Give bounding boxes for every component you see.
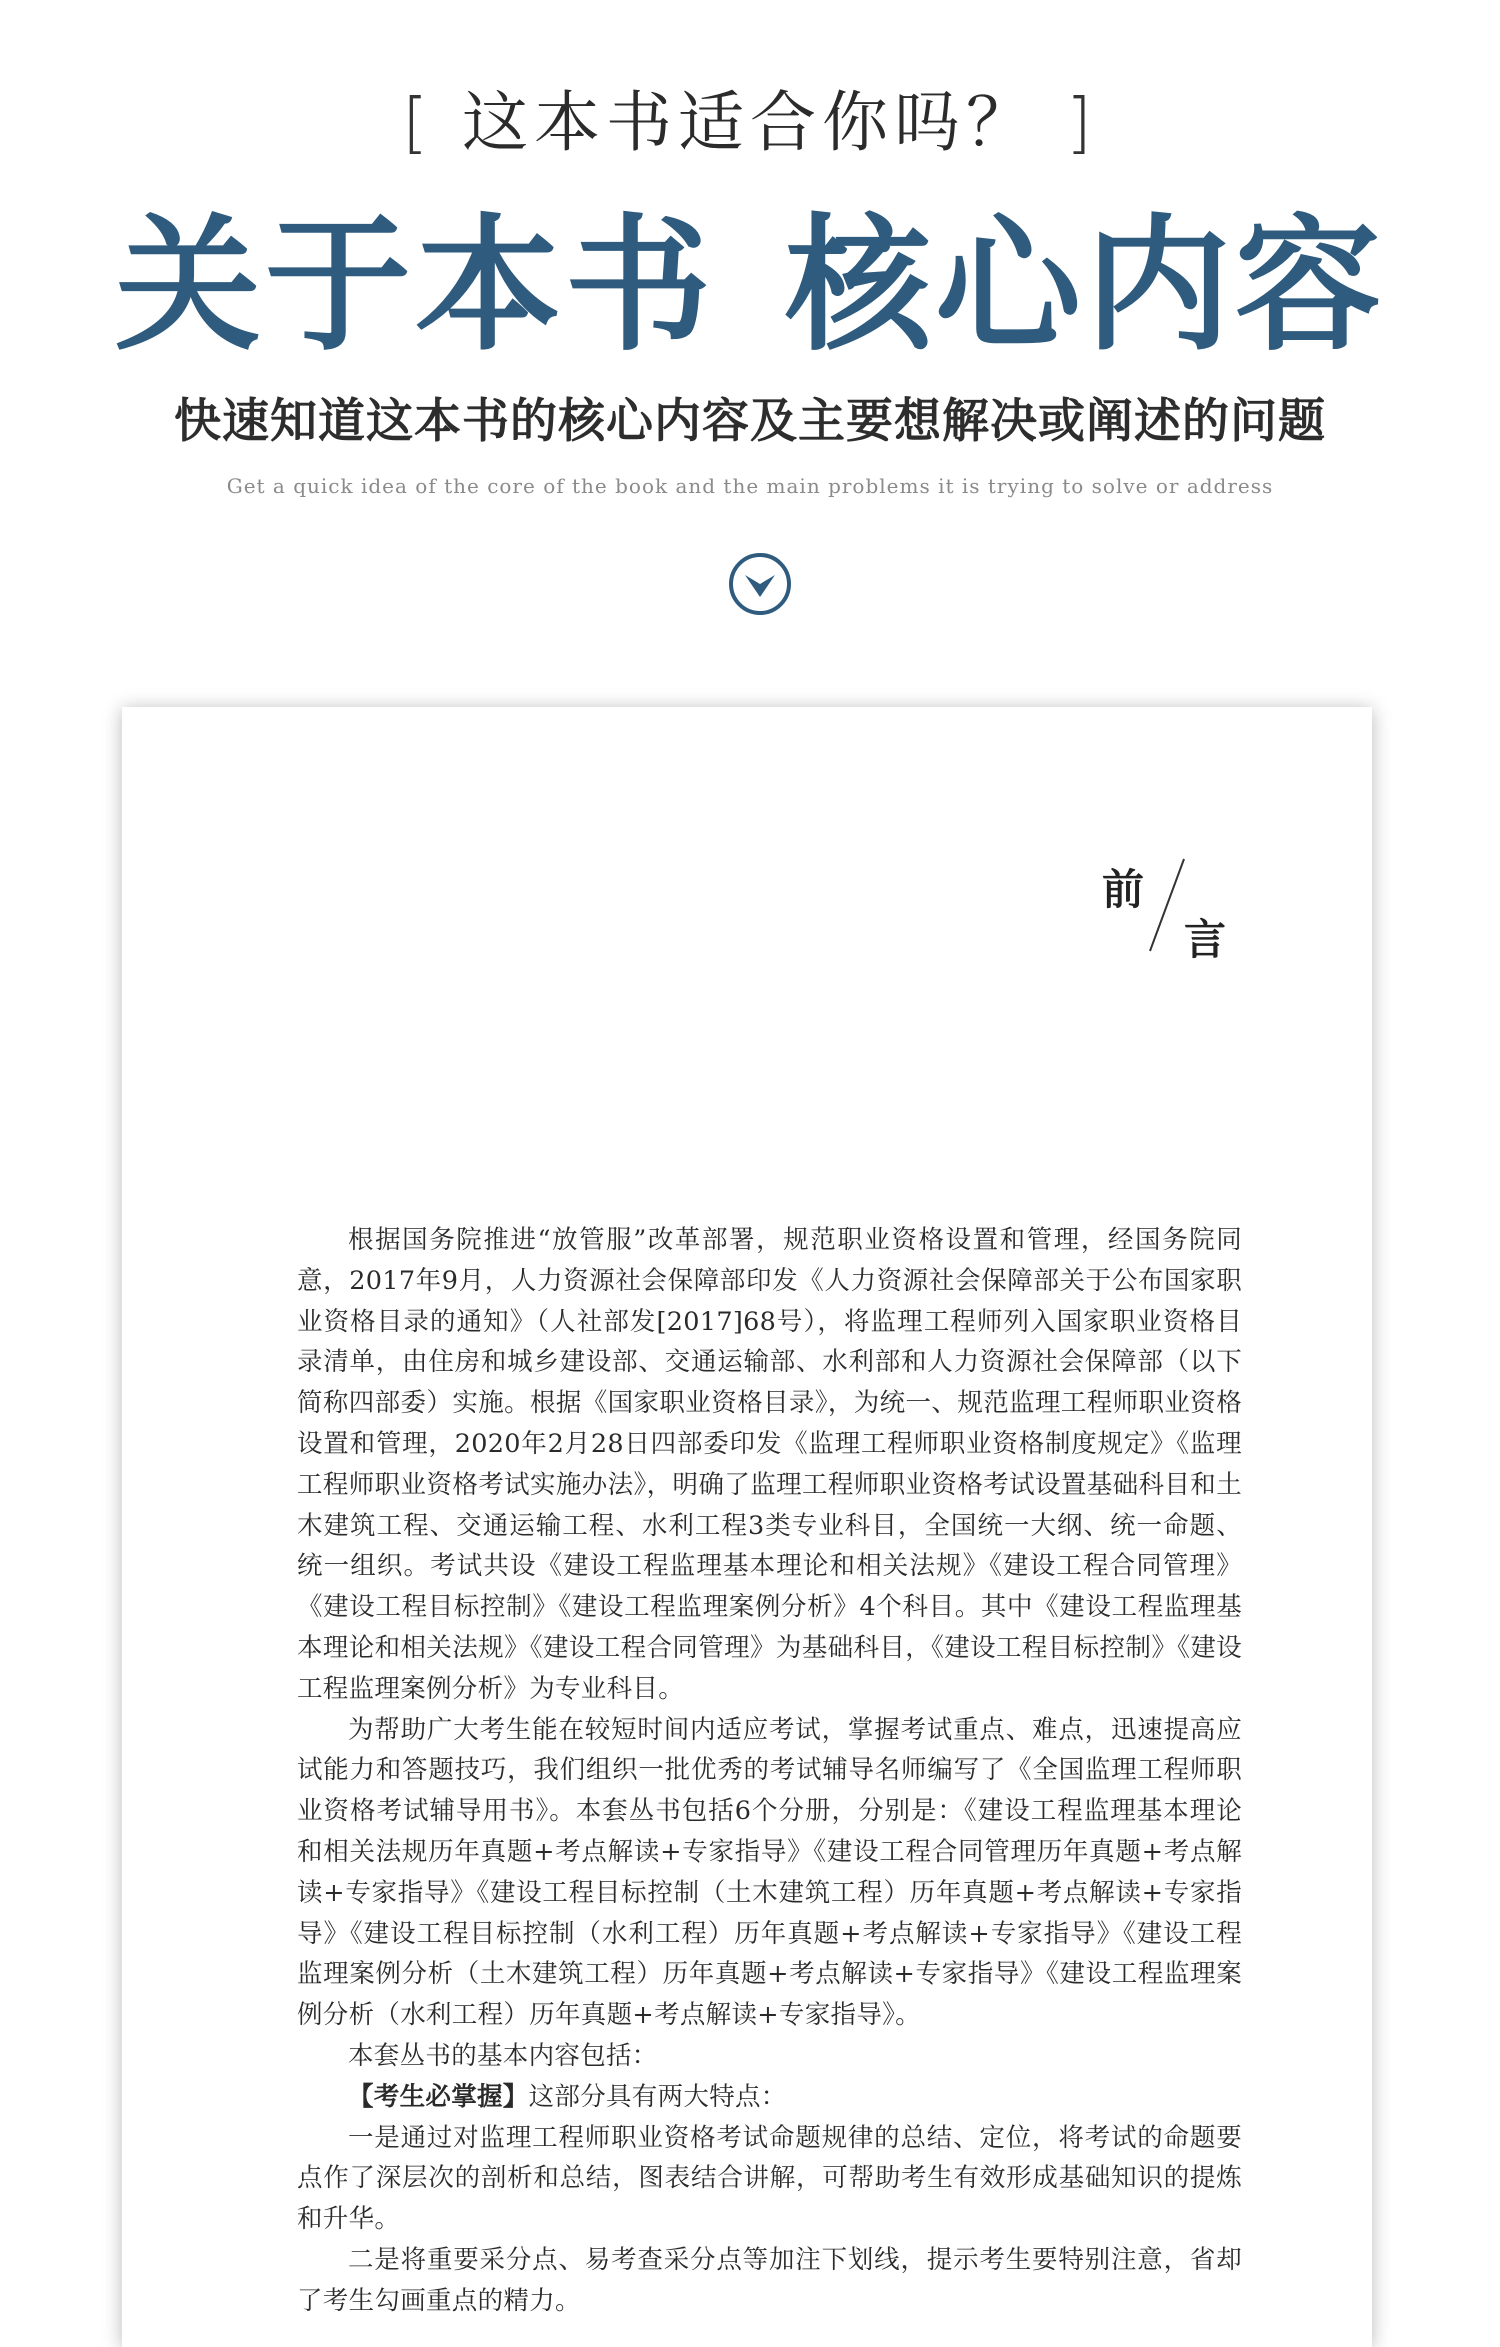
paragraph-point-1: 一是通过对监理工程师职业资格考试命题规律的总结、定位，将考试的命题要点作了深层次的剖析和总结，图表结合讲解，可帮助考生有效形成基础知识的提炼和升华。 — [297, 2122, 1242, 2235]
question-heading — [0, 78, 1500, 168]
paragraph-point-2: 二是将重要采分点、易考查采分点等加注下划线，提示考生要特别注意，省却了考生勾画重点的精力。 — [297, 2244, 1242, 2316]
tag-label: 【考生必掌握】 — [348, 2081, 529, 2112]
paragraph-2: 为帮助广大考生能在较短时间内适应考试，掌握考试重点、难点，迅速提高应试能力和答题技巧，我们组织一批优秀的考试辅导名师编写了《全国监理工程师职业资格考试辅导用书》。本套丛书包括6个分册，分别是：《建设工程监理基本理论和相关法规历年真题+考点解读+专家指导》《建设工程合同管理历年真题+考点解读+专家指导》《建设工程目标控制（土木建筑工程）历年真题+考点解读+专家指导》《建设工程目标控制（水利工程）历年真题+考点解读+专家指导》《建设工程监理案例分析（土木建筑工程）历年真题+考点解读+专家指导》《建设工程监理案例分析（水利工程）历年真题+考点解读+专家指导》。 — [297, 1714, 1242, 2031]
bracket-left: [ — [402, 84, 434, 161]
tag-text: 这部分具有两大特点： — [528, 2081, 787, 2112]
paragraph-3: 本套丛书的基本内容包括： — [348, 2040, 658, 2071]
preface-char-1: 前 — [1102, 865, 1145, 914]
subtitle-english: Get a quick idea of the core of the book and the main problems it is trying to solve or address — [226, 474, 1274, 498]
paragraph-1: 根据国务院推进“放管服”改革部署，规范职业资格设置和管理，经国务院同意，2017年9月，人力资源社会保障部印发《人力资源社会保障部关于公布国家职业资格目录的通知》（人社部发[2017]68号），将监理工程师列入国家职业资格目录清单，由住房和城乡建设部、交通运输部、水利部和人力资源社会保障部（以下简称四部委）实施。根据《国家职业资格目录》，为统一、规范监理工程师职业资格设置和管理，2020年2月28日四部委印发《监理工程师职业资格制度规定》《监理工程师职业资格考试实施办法》，明确了监理工程师职业资格考试设置基础科目和土木建筑工程、交通运输工程、水利工程3类专业科目，全国统一大纲、统一命题、统一组织。考试共设《建设工程监理基本理论和相关法规》《建设工程合同管理》《建设工程目标控制》《建设工程监理案例分析》4个科目。其中《建设工程监理基本理论和相关法规》《建设工程合同管理》为基础科目，《建设工程目标控制》《建设工程监理案例分析》为专业科目。 — [297, 1225, 1242, 1704]
question-text: 这本书适合你吗？ — [462, 84, 1038, 161]
title-part-1: 关于本书 — [115, 200, 715, 371]
chevron-down-circle-icon — [727, 551, 793, 617]
preface-body — [297, 1220, 1242, 2322]
preface-heading — [1092, 857, 1232, 964]
paragraph-tag — [297, 2077, 1242, 2118]
subtitle: 快速知道这本书的核心内容及主要想解决或阐述的问题 — [174, 394, 1326, 449]
main-title — [0, 200, 1500, 371]
preface-char-2: 言 — [1184, 915, 1227, 964]
book-page — [122, 707, 1372, 2347]
bracket-right: ] — [1066, 84, 1098, 161]
header — [0, 0, 1500, 700]
title-part-2: 核心内容 — [785, 200, 1385, 371]
